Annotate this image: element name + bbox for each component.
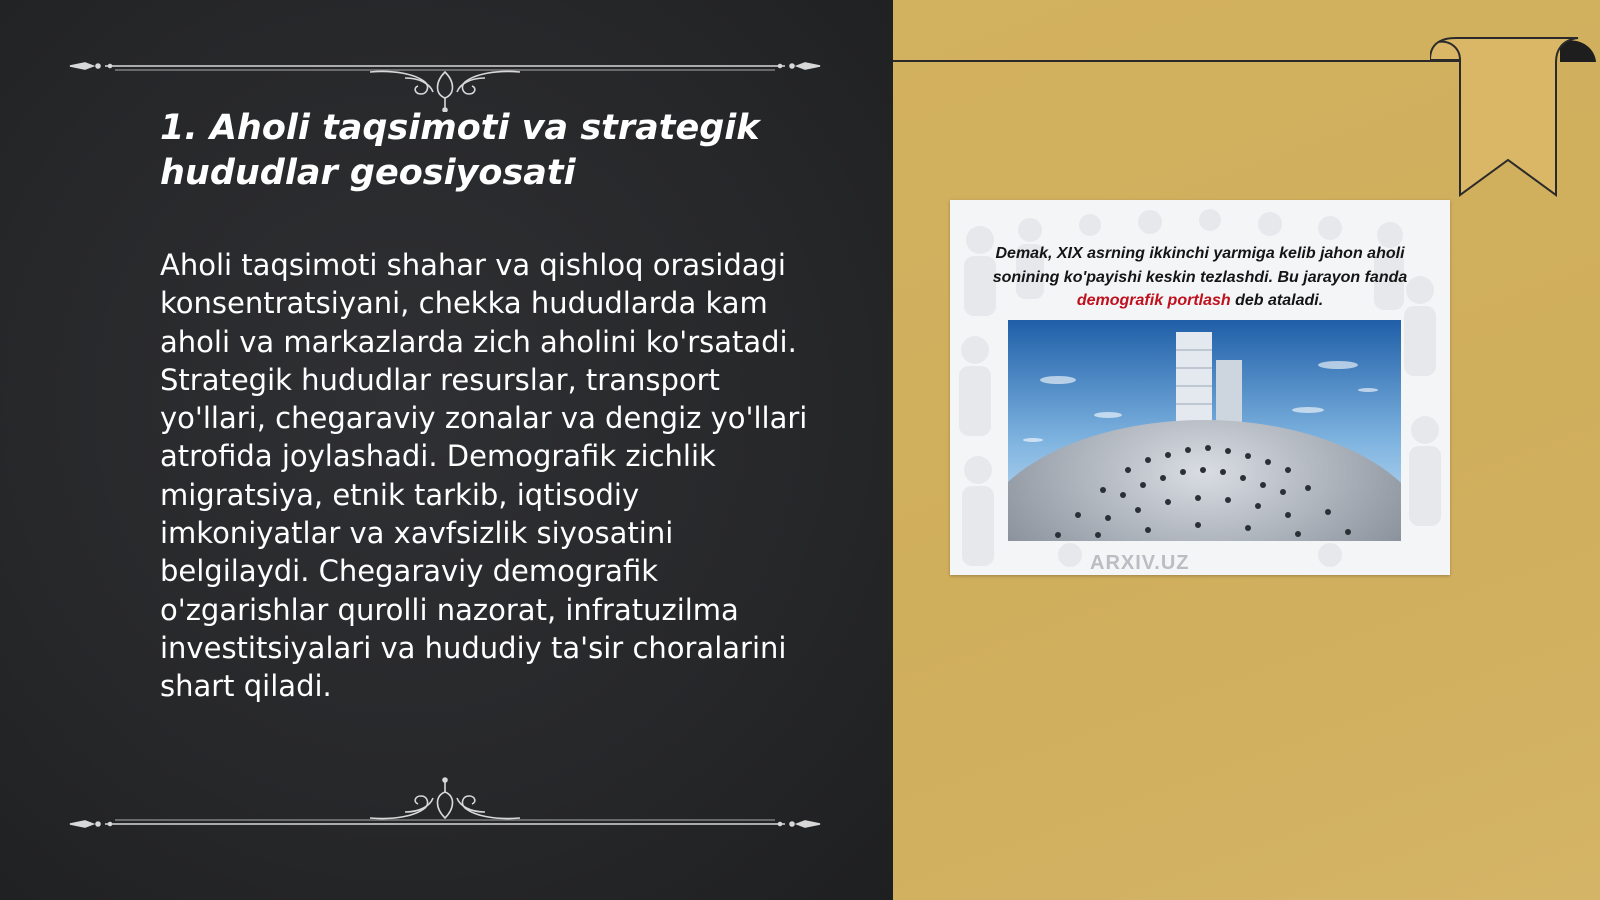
header-divider-line [893,60,1468,62]
caption-text-end: deb ataladi. [1230,292,1324,309]
watermark-text: ARXIV.UZ [1090,552,1190,574]
slide-body-text: Aholi taqsimoti shahar va qishloq orasidagi konsentratsiyani, chekka hududlarda kam aholi va markazlarda zich aholini ko'rsatadi. Strategik hududlar resurslar, transport yo'llari, chegaraviy zonalar va dengiz yo'llari atrofida joylashadi. Demografik zichlik migratsiya, etnik tarkib, iqtisodiy imkoniyatlar va xavfsizlik siyosatini belgilaydi. Chegaraviy demografik o'zgarishlar qurolli nazorat, infratuzilma investitsiyalari va hududiy ta'sir choralarini shart qiladi. [160,248,808,704]
caption-text: Demak, XIX asrning ikkinchi yarmiga kelib jahon aholi sonining ko'payishi keskin tezlashdi. Bu jarayon fanda [992,245,1408,286]
top-ornament-icon [65,42,825,112]
demographic-explosion-image [950,200,1450,575]
bottom-ornament-icon [65,770,825,840]
caption-highlight: demografik portlash [1076,292,1231,309]
slide-title: 1. Aholi taqsimoti va strategik hududlar geosiyosati [160,108,760,193]
image-caption [972,242,1428,313]
bookmark-ribbon-icon [1430,30,1600,200]
globe-crowd-photo [1008,320,1401,541]
